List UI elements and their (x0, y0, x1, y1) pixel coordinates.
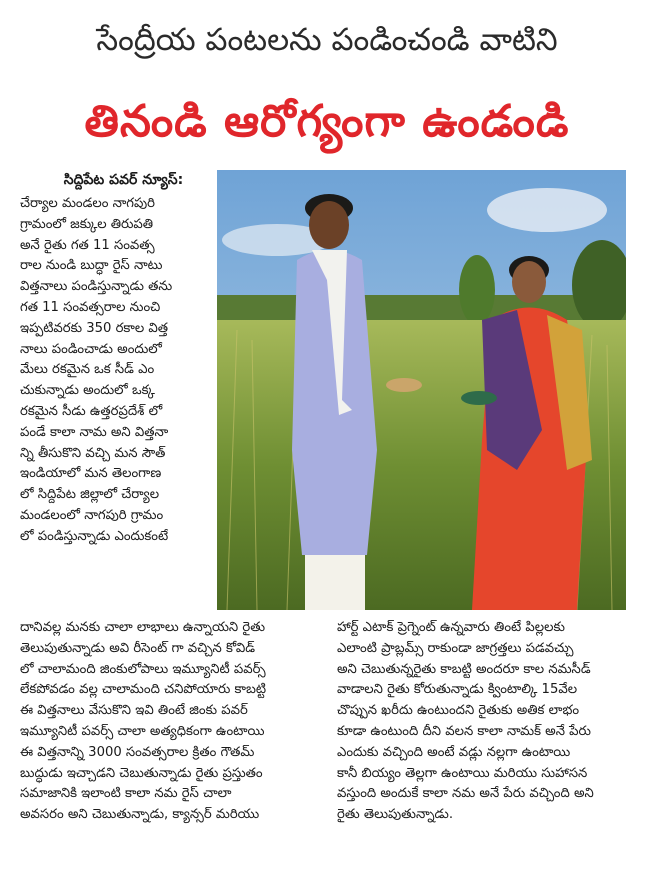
article-line: చేర్యాల మండలం నాగపురి (20, 196, 155, 211)
article-line: మేలు రకమైన ఒక సీడ్ ఎం (20, 362, 155, 378)
article-line: హార్ట్ ఎటాక్ ప్రెగ్నెంట్ ఉన్నవారు తింటే పిల్లలకు (337, 620, 565, 635)
article-line: అని చెబుతున్నరైతు కాబట్టి అందరూ కాల నమసీడ్ (337, 661, 591, 677)
article-line: ఎలాంటి ప్రాబ్లమ్స్ రాకుండా జాగ్రత్తలు పడవచ్చు (337, 640, 574, 656)
article-line: రాల నుండి బుద్ధా రైస్ నాటు (20, 258, 163, 274)
article-photo (217, 170, 626, 610)
article-line: రైతు తెలుపుతున్నాడు. (337, 807, 454, 823)
article-line: అనే రైతు గత 11 సంవత్స (20, 237, 155, 253)
article-line: నాలు పండించాడు అందులో (20, 341, 162, 357)
article-line: లో చాలామంది జింకులోపాలు ఇమ్యూనిటీ పవర్స్ (20, 661, 266, 677)
article-line: గత 11 సంవత్సరాల నుంచి (20, 299, 161, 315)
article-line: బుద్ధుడు ఇచ్చాడని చెబుతున్నాడు రైతు ప్రస్తుతం (20, 765, 263, 781)
article-line: లేకపోవడం వల్ల చాలామంది చనిపోయారు కాబట్టి (20, 682, 267, 698)
article-line: ఇమ్యూనిటీ పవర్స్ చాలా అత్యధికంగా ఉంటాయి (20, 723, 265, 739)
article-line: సమాజానికి ఇలాంటి కాలా నమ రైస్ చాలా (20, 786, 232, 802)
article-line: కానీ బియ్యం తెల్లగా ఉంటాయి మరియు సుహాసన (337, 765, 588, 781)
article-line: రకమైన సీడు ఉత్తరప్రదేశ్ లో (20, 403, 163, 419)
article-line: అవసరం అని చెబుతున్నాడు, క్యాన్సర్ మరియు (20, 807, 260, 823)
article-column-3 (337, 618, 629, 826)
headline-line-1: సేంద్రీయ పంటలను పండించండి వాటిని (96, 22, 558, 58)
article-line: పండే కాలా నామ అని విత్తనా (20, 424, 169, 440)
article-line: న్ని తీసుకొని వచ్చి మన సౌత్ (20, 445, 166, 461)
article-column-1 (20, 194, 210, 548)
article-line: చుకున్నాడు అందులో ఒక్క (20, 383, 155, 399)
article-line: ఇండియాలో మన తెలంగాణ (20, 466, 162, 482)
article-column-2 (20, 618, 320, 826)
headline-line-2: తినండి ఆరోగ్యంగా ఉండండి (84, 96, 570, 147)
article-line: వస్తుంది అందుకే కాలా నమ అనే పేరు వచ్చింది అని (337, 786, 594, 802)
article-line: ఈ విత్తనాన్ని 3000 సంవత్సరాల క్రితం గౌతమ్ (20, 744, 255, 760)
article-line: దానివల్ల మనకు చాలా లాభాలు ఉన్నాయని రైతు (20, 620, 266, 635)
article-line: వాడాలని రైతు కోరుతున్నాడు క్వింటాల్కి 15వేల (337, 682, 578, 698)
article-line: ఈ విత్తనాలు వేసుకొని ఇవి తింటే జింకు పవర్ (20, 703, 248, 719)
article-line: విత్తనాలు పండిస్తున్నాడు తను (20, 279, 173, 295)
article-line: లో సిద్దిపేట జిల్లాలో చేర్యాల (20, 487, 160, 503)
article-line: ఇప్పటివరకు 350 రకాల విత్త (20, 320, 169, 336)
article-line: కూడా ఉంటుంది దీని వలన కాలా నామక్ అనే పేరు (337, 723, 591, 739)
article-line: లో పండిస్తున్నాడు ఎందుకంటే (20, 528, 169, 544)
article-line: ఎందుకు వచ్చింది అంటే వడ్లు నల్లగా ఉంటాయి (337, 744, 571, 760)
article-line: గ్రామంలో జక్కుల తిరుపతి (20, 216, 154, 232)
article-line: చొప్పున ఖరీదు ఉంటుందని రైతుకు అతిక లాభం (337, 703, 580, 719)
article-line: మండలంలో నాగపురి గ్రామం (20, 507, 164, 523)
article-line: తెలుపుతున్నాడు అవి రీసెంట్ గా వచ్చిన కోవిడ్ (20, 640, 255, 656)
byline: సిద్దిపేట పవర్ న్యూస్: (63, 172, 184, 188)
